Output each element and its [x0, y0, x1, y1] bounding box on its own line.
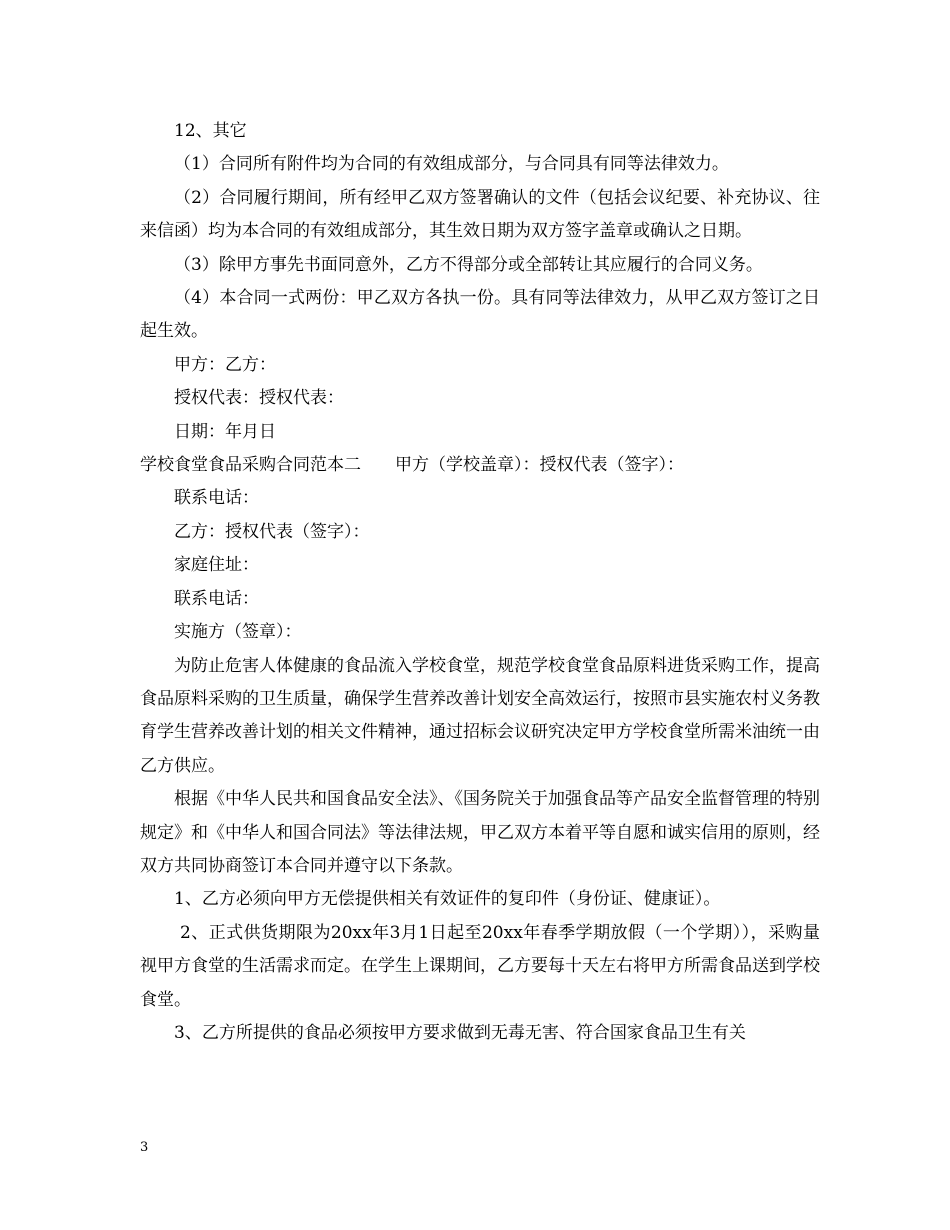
clause-paragraph: 2、正式供货期限为20xx年3月1日起至20xx年春季学期放假（一个学期）），采购量视甲方食堂的生活需求而定。在学生上课期间，乙方要每十天左右将甲方所需食品送到学校食堂。: [140, 922, 820, 1010]
clause-paragraph: （2）合同履行期间，所有经甲乙双方签署确认的文件（包括会议纪要、补充协议、往来信函）均为本合同的有效组成部分，其生效日期为双方签字盖章或确认之日期。: [140, 187, 820, 242]
body-paragraph: 根据《中华人民共和国食品安全法》、《国务院关于加强食品等产品安全监督管理的特别规定》和《中华人和国合同法》等法律法规，甲乙双方本着平等自愿和诚实信用的原则，经双方共同协商签订本合同并遵守以下条款。: [140, 789, 820, 876]
form-field-line: 乙方：授权代表（签字）：: [174, 521, 370, 542]
form-field-line: 家庭住址：: [174, 555, 259, 576]
form-field-line: 联系电话：: [174, 488, 259, 509]
clause-paragraph: （3）除甲方事先书面同意外，乙方不得部分或全部转让其应履行的合同义务。: [174, 254, 763, 275]
form-field-line: 联系电话：: [174, 588, 259, 609]
clause-paragraph: 1、乙方必须向甲方无偿提供相关有效证件的复印件（身份证、健康证）。: [174, 889, 721, 910]
contract-title-line: 学校食堂食品采购合同范本二 甲方（学校盖章）：授权代表（签字）：: [140, 455, 684, 476]
form-field-line: 实施方（签章）：: [174, 622, 302, 643]
document-body: [140, 115, 820, 1050]
signature-line: 授权代表：授权代表：: [174, 388, 344, 409]
body-paragraph: 为防止危害人体健康的食品流入学校食堂，规范学校食堂食品原料进货采购工作，提高食品原料采购的卫生质量，确保学生营养改善计划安全高效运行，按照市县实施农村义务教育学生营养改善计划的相关文件精神，通过招标会议研究决定甲方学校食堂所需米油统一由乙方供应。: [140, 655, 820, 776]
signature-line: 日期：年月日: [174, 421, 276, 442]
section-heading: 12、其它: [174, 121, 247, 141]
clause-paragraph: （1）合同所有附件均为合同的有效组成部分，与合同具有同等法律效力。: [174, 154, 729, 175]
clause-paragraph: （4）本合同一式两份：甲乙双方各执一份。具有同等法律效力，从甲乙双方签订之日起生效。: [140, 288, 820, 342]
clause-paragraph: 3、乙方所提供的食品必须按甲方要求做到无毒无害、符合国家食品卫生有关: [174, 1022, 746, 1043]
signature-line: 甲方：乙方：: [174, 354, 276, 375]
page-number: 3: [140, 1140, 149, 1155]
